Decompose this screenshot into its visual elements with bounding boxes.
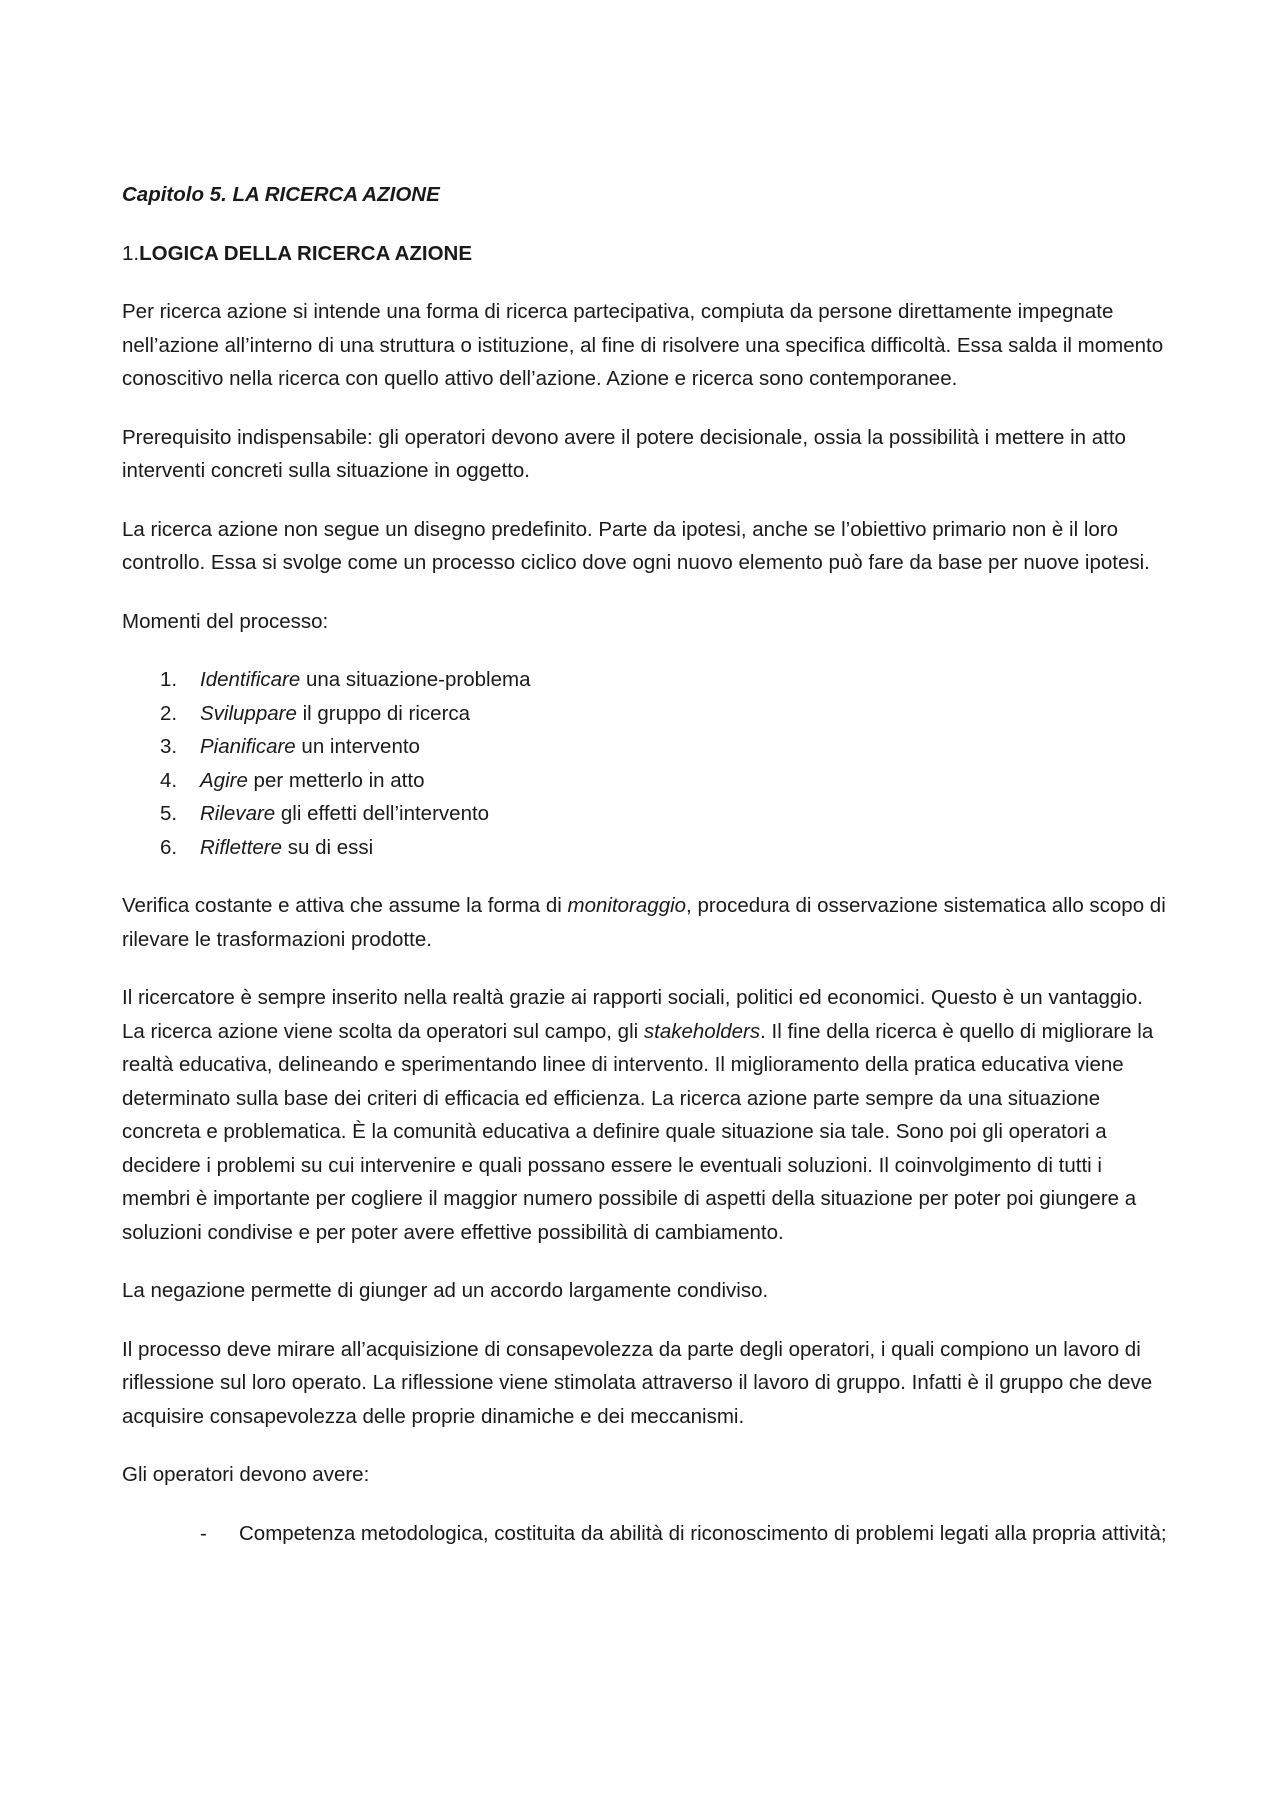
list-item-verb: Riflettere xyxy=(200,835,283,859)
list-item xyxy=(122,730,1167,764)
list-item-number: 4. xyxy=(160,768,178,792)
list-item xyxy=(122,764,1167,798)
list-item-number: 2. xyxy=(160,701,178,725)
list-item-text: Competenza metodologica, costituita da abilità di riconoscimento di problemi legati alla propria attività; xyxy=(239,1521,1167,1545)
list-item-text: per metterlo in atto xyxy=(247,768,425,792)
section-heading xyxy=(122,237,1167,271)
list-item-number: 5. xyxy=(160,802,178,825)
list-item-text: un intervento xyxy=(295,735,420,758)
chapter-title: Capitolo 5. LA RICERCA AZIONE xyxy=(122,183,440,206)
operators-requirements-list xyxy=(122,1517,1167,1551)
list-item-number: 6. xyxy=(160,835,178,859)
emphasis-monitoraggio: monitoraggio xyxy=(567,894,687,917)
paragraph-negotiation: La negazione permette di giunger ad un accordo largamente condiviso. xyxy=(122,1279,769,1302)
list-item-text: una situazione-problema xyxy=(300,668,531,691)
document-page xyxy=(122,178,1167,1550)
text-run: Il ricercatore è sempre inserito nella realtà grazie ai rapporti sociali, politici ed economici. Questo è un vantaggio. La ricerca azione viene scolta da operatori sul campo, gli xyxy=(122,986,1143,1043)
list-item-verb: Identificare xyxy=(200,668,301,691)
paragraph-moments-intro: Momenti del processo: xyxy=(122,609,329,633)
list-item-text: su di essi xyxy=(282,835,374,859)
list-item xyxy=(122,831,1167,865)
paragraph-monitoring xyxy=(122,889,1167,956)
section-number: 1. xyxy=(122,241,140,265)
section-title: LOGICA DELLA RICERCA AZIONE xyxy=(139,241,473,265)
list-item-text: il gruppo di ricerca xyxy=(296,701,471,725)
text-run: . Il fine della ricerca è quello di migliorare la realtà educativa, delineando e sperimentando linee di intervento. Il miglioramento della pratica educativa viene determinato sulla base dei criteri di efficacia ed efficienza. La ricerca azione parte sempre da una situazione concreta e problematica. È la comunità educativa a definire quale situazione sia tale. Sono poi gli operatori a decidere i problemi su cui intervenire e quali possano essere le eventuali soluzioni. Il coinvolgimento di tutti i membri è importante per cogliere il maggior numero possibile di aspetti della situazione per poter poi giungere a soluzioni condivise e per poter avere effettive possibilità di cambiamento. xyxy=(122,1019,1154,1244)
process-steps-list xyxy=(122,663,1167,864)
paragraph-researcher xyxy=(122,981,1167,1249)
text-run: Verifica costante e attiva che assume la forma di xyxy=(122,894,568,917)
text-run: , procedura di osservazione sistematica allo scopo di rilevare le trasformazioni prodotte. xyxy=(122,894,1166,951)
paragraph-awareness: Il processo deve mirare all’acquisizione di consapevolezza da parte degli operatori, i quali compiono un lavoro di riflessione sul loro operato. La riflessione viene stimolata attraverso il lavoro di gruppo. Infatti è il gruppo che deve acquisire consapevolezza delle proprie dinamiche e dei meccanismi. xyxy=(122,1337,1153,1428)
dash-bullet: - xyxy=(200,1521,207,1545)
paragraph-operators-intro: Gli operatori devono avere: xyxy=(122,1463,370,1486)
paragraph-process: La ricerca azione non segue un disegno predefinito. Parte da ipotesi, anche se l’obiettivo primario non è il loro controllo. Essa si svolge come un processo ciclico dove ogni nuovo elemento può fare da base per nuove ipotesi. xyxy=(122,517,1150,574)
list-item xyxy=(122,663,1167,697)
list-item xyxy=(122,697,1167,731)
list-item xyxy=(122,1517,1167,1551)
list-item-verb: Rilevare xyxy=(200,802,276,825)
list-item-number: 3. xyxy=(160,735,178,758)
list-item-verb: Pianificare xyxy=(200,735,296,758)
list-item xyxy=(122,797,1167,831)
emphasis-stakeholders: stakeholders xyxy=(643,1019,761,1043)
list-item-number: 1. xyxy=(160,668,178,691)
paragraph-prerequisite: Prerequisito indispensabile: gli operatori devono avere il potere decisionale, ossia la possibilità i mettere in atto interventi concreti sulla situazione in oggetto. xyxy=(122,425,1126,482)
paragraph-definition: Per ricerca azione si intende una forma di ricerca partecipativa, compiuta da persone direttamente impegnate nell’azione all’interno di una struttura o istituzione, al fine di risolvere una specifica difficoltà. Essa salda il momento conoscitivo nella ricerca con quello attivo dell’azione. Azione e ricerca sono contemporanee. xyxy=(122,300,1164,390)
list-item-text: gli effetti dell’intervento xyxy=(275,802,490,825)
list-item-verb: Agire xyxy=(200,768,248,792)
list-item-verb: Sviluppare xyxy=(200,701,297,725)
